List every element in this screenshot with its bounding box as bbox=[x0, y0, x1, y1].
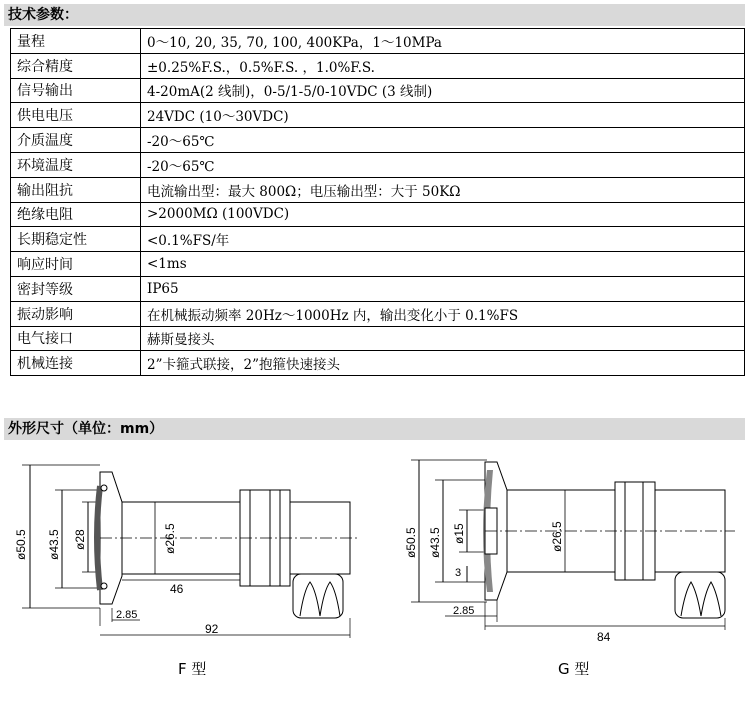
spec-row bbox=[11, 103, 745, 128]
spec-name: 输出阻抗 bbox=[11, 177, 141, 202]
caption-g-type: G 型 bbox=[558, 660, 590, 678]
dim-g-d3: ø15 bbox=[452, 523, 466, 544]
spec-row bbox=[11, 202, 745, 227]
spec-name: 长期稳定性 bbox=[11, 227, 141, 252]
spec-name: 响应时间 bbox=[11, 252, 141, 277]
spec-row bbox=[11, 29, 745, 54]
dim-g-len3: 84 bbox=[597, 630, 611, 644]
dim-f-d3: ø28 bbox=[73, 529, 87, 550]
dim-g-d2: ø43.5 bbox=[428, 527, 442, 558]
dim-g-len2: 2.85 bbox=[453, 605, 475, 617]
section-title-specs: 技术参数： bbox=[4, 4, 745, 26]
spec-row bbox=[11, 227, 745, 252]
spec-value: <0.1%FS/年 bbox=[141, 227, 745, 252]
dim-f-len2: 2.85 bbox=[116, 609, 138, 621]
dim-g-d1: ø50.5 bbox=[404, 527, 418, 558]
spec-name: 信号输出 bbox=[11, 78, 141, 103]
spec-value: 4-20mA(2 线制)，0-5/1-5/0-10VDC (3 线制) bbox=[141, 78, 745, 103]
spec-value: 24VDC (10～30VDC) bbox=[141, 103, 745, 128]
dim-f-d2: ø43.5 bbox=[47, 529, 61, 560]
spec-row bbox=[11, 252, 745, 277]
spec-row bbox=[11, 152, 745, 177]
spec-row bbox=[11, 326, 745, 351]
spec-value: IP65 bbox=[141, 276, 745, 301]
dim-g-d4: ø26.5 bbox=[550, 521, 564, 552]
spec-value: -20～65℃ bbox=[141, 152, 745, 177]
spec-value: -20～65℃ bbox=[141, 128, 745, 153]
dim-g-small: 3 bbox=[455, 567, 462, 579]
spec-name: 供电电压 bbox=[11, 103, 141, 128]
spec-name: 机械连接 bbox=[11, 351, 141, 376]
dim-f-d4: ø26.5 bbox=[163, 523, 177, 554]
drawing-g-type bbox=[375, 440, 755, 650]
caption-f-type: F 型 bbox=[178, 660, 207, 678]
spec-name: 密封等级 bbox=[11, 276, 141, 301]
spec-name: 电气接口 bbox=[11, 326, 141, 351]
drawing-f-type bbox=[0, 440, 375, 650]
spec-name: 绝缘电阻 bbox=[11, 202, 141, 227]
spec-name: 介质温度 bbox=[11, 128, 141, 153]
spec-name: 综合精度 bbox=[11, 53, 141, 78]
dim-f-d1: ø50.5 bbox=[14, 529, 28, 560]
spec-row bbox=[11, 177, 745, 202]
spec-name: 量程 bbox=[11, 29, 141, 54]
spec-name: 振动影响 bbox=[11, 301, 141, 326]
spec-name: 环境温度 bbox=[11, 152, 141, 177]
spec-row bbox=[11, 53, 745, 78]
dim-f-len3: 92 bbox=[205, 622, 219, 636]
spec-row bbox=[11, 351, 745, 376]
section-title-dimensions: 外形尺寸（单位：mm） bbox=[4, 418, 745, 440]
spec-row bbox=[11, 78, 745, 103]
spec-row bbox=[11, 301, 745, 326]
spec-value: ±0.25%F.S.，0.5%F.S. ，1.0%F.S. bbox=[141, 53, 745, 78]
spec-row bbox=[11, 276, 745, 301]
spec-value: 2”卡箍式联接，2”抱箍快速接头 bbox=[141, 351, 745, 376]
spec-value: 0～10, 20, 35, 70, 100, 400KPa，1～10MPa bbox=[141, 29, 745, 54]
spec-value: 在机械振动频率 20Hz～1000Hz 内，输出变化小于 0.1%FS bbox=[141, 301, 745, 326]
spec-row bbox=[11, 128, 745, 153]
dim-f-len1: 46 bbox=[170, 582, 184, 596]
spec-value: 赫斯曼接头 bbox=[141, 326, 745, 351]
spec-value: 电流输出型：最大 800Ω；电压输出型：大于 50KΩ bbox=[141, 177, 745, 202]
spec-table bbox=[10, 28, 745, 376]
spec-value: >2000MΩ (100VDC) bbox=[141, 202, 745, 227]
spec-value: <1ms bbox=[141, 252, 745, 277]
